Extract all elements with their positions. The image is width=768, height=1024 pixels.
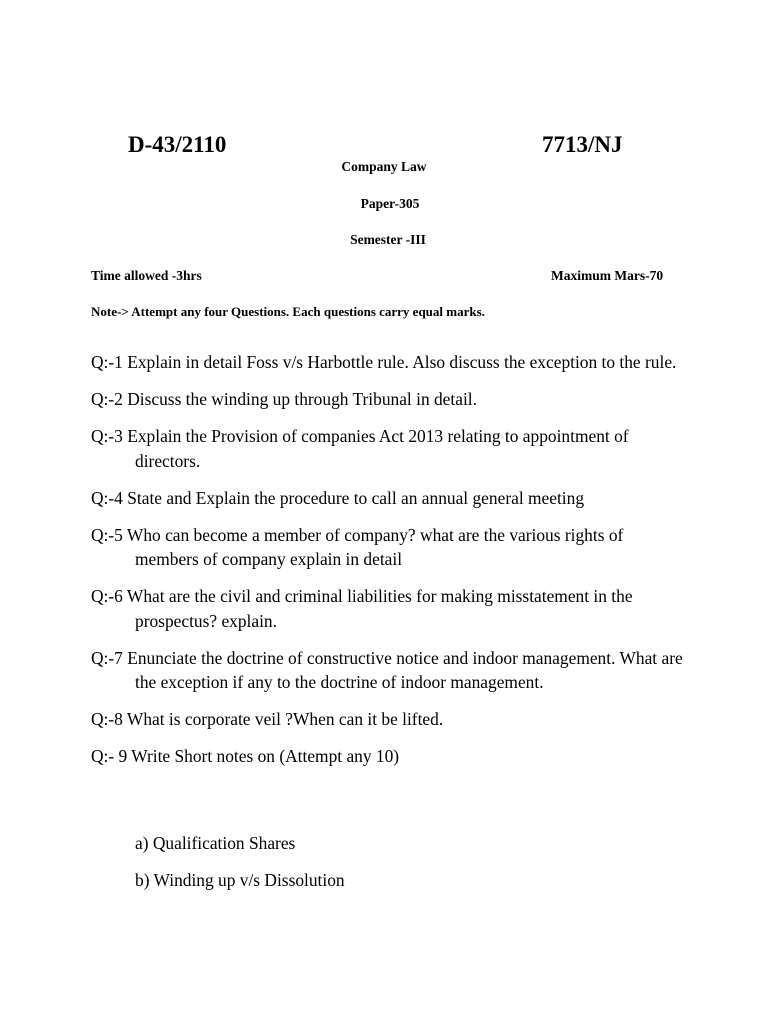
question-1: Q:-1 Explain in detail Foss v/s Harbottle rule. Also discuss the exception to the rule. [91, 352, 677, 372]
question-5: Q:-5 Who can become a member of company? what are the various rights of members of company explain in detail [91, 524, 624, 569]
paper-code-left: D-43/2110 [128, 132, 227, 157]
question-7: Q:-7 Enunciate the doctrine of constructive notice and indoor management. What are the exception if any to the doctrine of indoor management. [91, 647, 683, 692]
subject-title: Company Law [341, 159, 427, 174]
short-note-item: b) Winding up v/s Dissolution [135, 870, 345, 890]
paper-code-right: 7713/NJ [542, 132, 623, 157]
instructions-note: Note-> Attempt any four Questions. Each questions carry equal marks. [91, 304, 485, 319]
question-3: Q:-3 Explain the Provision of companies Act 2013 relating to appointment of directors. [91, 426, 629, 471]
semester-label: Semester -III [350, 232, 426, 247]
question-list [91, 350, 691, 781]
time-allowed: Time allowed -3hrs [91, 268, 202, 283]
paper-number: Paper-305 [360, 196, 420, 211]
question-2: Q:-2 Discuss the winding up through Tribunal in detail. [91, 389, 477, 409]
question-9: Q:- 9 Write Short notes on (Attempt any 10) [91, 746, 400, 766]
maximum-marks: Maximum Mars-70 [551, 268, 664, 283]
question-8: Q:-8 What is corporate veil ?When can it be lifted. [91, 709, 444, 729]
question-6: Q:-6 What are the civil and criminal liabilities for making misstatement in the prospectus? explain. [91, 586, 633, 631]
question-4: Q:-4 State and Explain the procedure to call an annual general meeting [91, 487, 585, 508]
short-note-item: a) Qualification Shares [135, 833, 296, 853]
short-notes-list [135, 831, 345, 905]
